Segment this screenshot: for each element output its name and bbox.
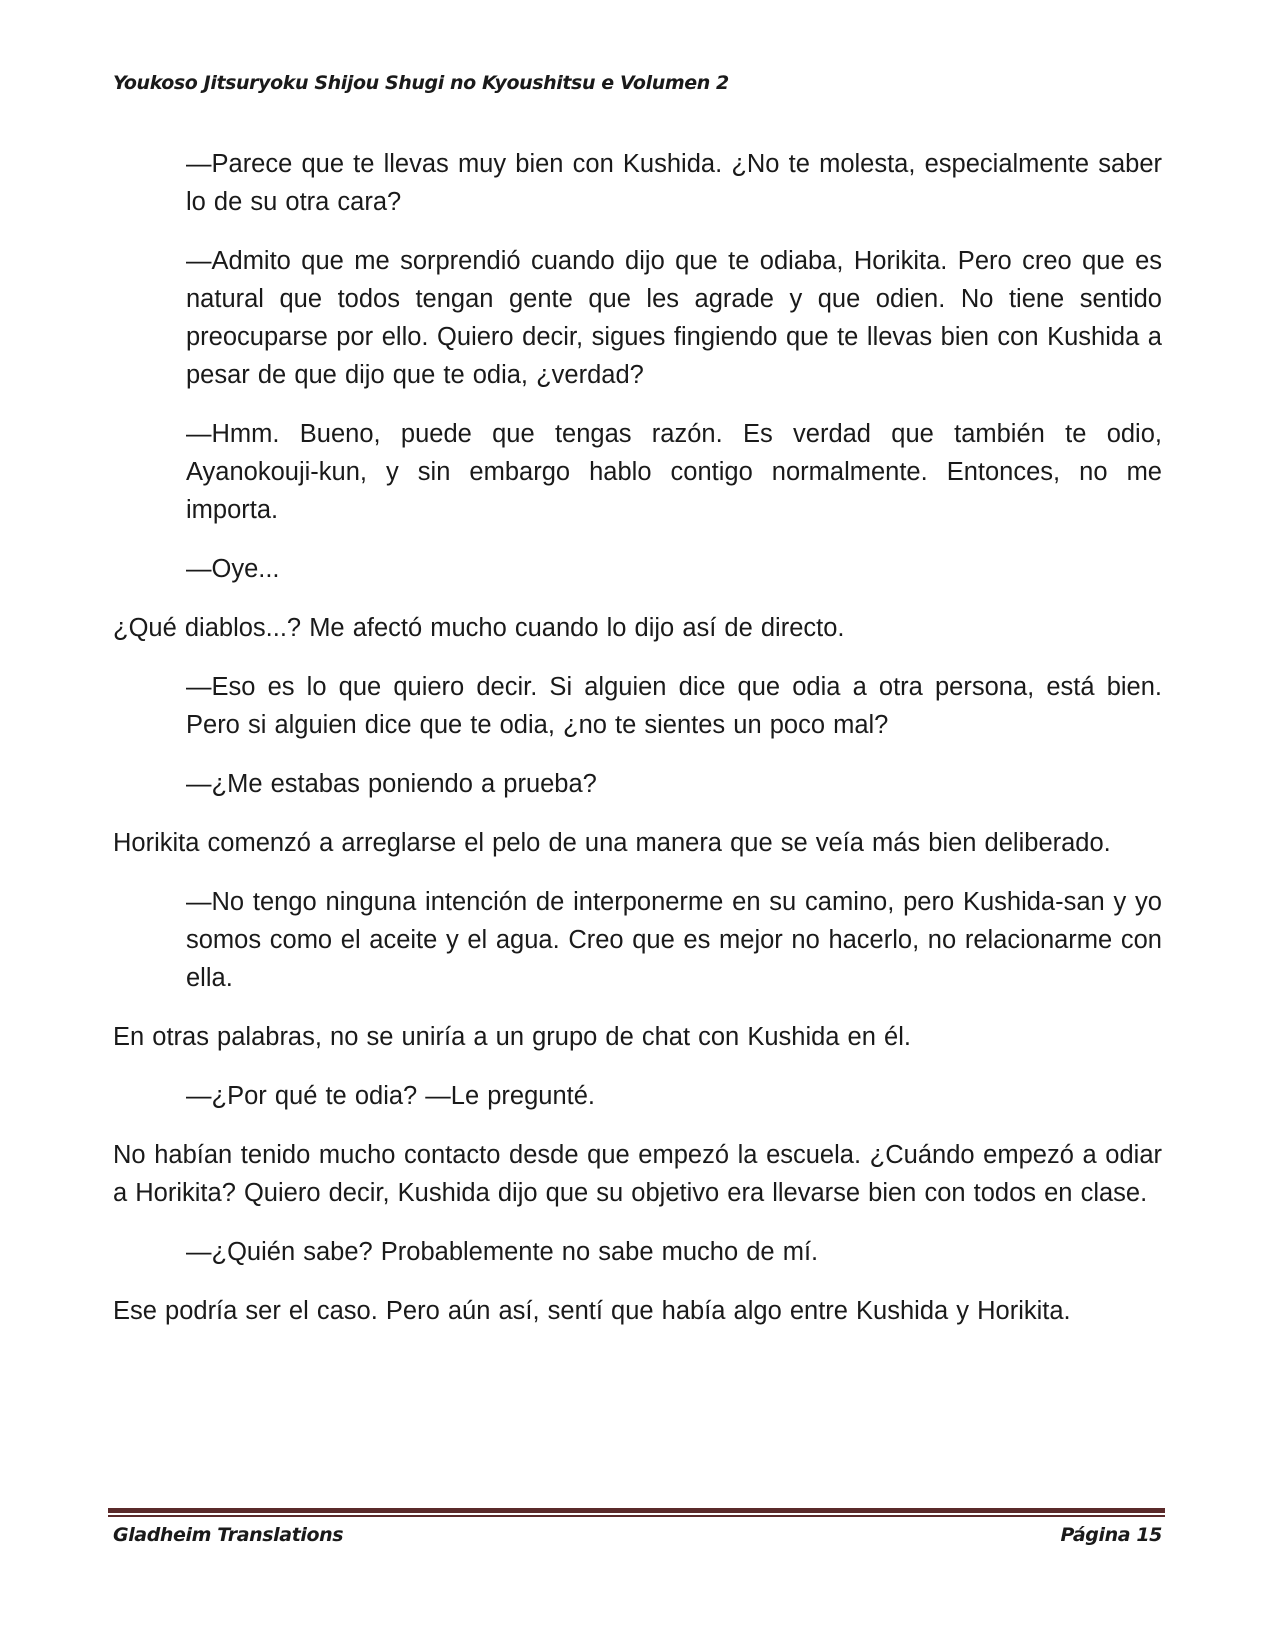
document-body (113, 145, 1162, 1330)
footer-credit: Gladheim Translations (113, 1524, 344, 1546)
paragraph-dialogue: —¿Me estabas poniendo a prueba? (186, 770, 597, 798)
paragraph-narration: ¿Qué diablos...? Me afectó mucho cuando lo dijo así de directo. (113, 614, 845, 642)
paragraph-narration: En otras palabras, no se uniría a un grupo de chat con Kushida en él. (113, 1023, 911, 1051)
paragraph-dialogue: —Admito que me sorprendió cuando dijo que te odiaba, Horikita. Pero creo que es natural que todos tengan gente que les agrade y que odien. No tiene sentido preocuparse por ello. Quiero decir, sigues fingiendo que te llevas bien con Kushida a pesar de que dijo que te odia, ¿verdad? (186, 247, 1162, 389)
footer-divider-thick (108, 1508, 1165, 1513)
running-header: Youkoso Jitsuryoku Shijou Shugi no Kyoushitsu e Volumen 2 (113, 72, 729, 94)
paragraph-dialogue: —¿Quién sabe? Probablemente no sabe mucho de mí. (186, 1238, 819, 1266)
paragraph-dialogue: —Hmm. Bueno, puede que tengas razón. Es verdad que también te odio, Ayanokouji-kun, y sin embargo hablo contigo normalmente. Entonces, no me importa. (186, 420, 1162, 524)
paragraph-dialogue: —Eso es lo que quiero decir. Si alguien dice que odia a otra persona, está bien. Pero si alguien dice que te odia, ¿no te sientes un poco mal? (186, 673, 1162, 739)
paragraph-narration: Ese podría ser el caso. Pero aún así, sentí que había algo entre Kushida y Horikita. (113, 1297, 1071, 1325)
footer-divider (108, 1508, 1165, 1517)
page-number: Página 15 (1060, 1524, 1162, 1546)
paragraph-narration: No habían tenido mucho contacto desde que empezó la escuela. ¿Cuándo empezó a odiar a Horikita? Quiero decir, Kushida dijo que su objetivo era llevarse bien con todos en clase. (113, 1141, 1162, 1207)
paragraph-dialogue: —Parece que te llevas muy bien con Kushida. ¿No te molesta, especialmente saber lo de su otra cara? (186, 150, 1162, 216)
paragraph-dialogue: —¿Por qué te odia? —Le pregunté. (186, 1082, 596, 1110)
paragraph-narration: Horikita comenzó a arreglarse el pelo de una manera que se veía más bien deliberado. (113, 829, 1111, 857)
paragraph-dialogue: —No tengo ninguna intención de interponerme en su camino, pero Kushida-san y yo somos como el aceite y el agua. Creo que es mejor no hacerlo, no relacionarme con ella. (186, 888, 1162, 992)
paragraph-dialogue: —Oye... (186, 555, 280, 583)
footer-divider-thin (108, 1515, 1165, 1517)
